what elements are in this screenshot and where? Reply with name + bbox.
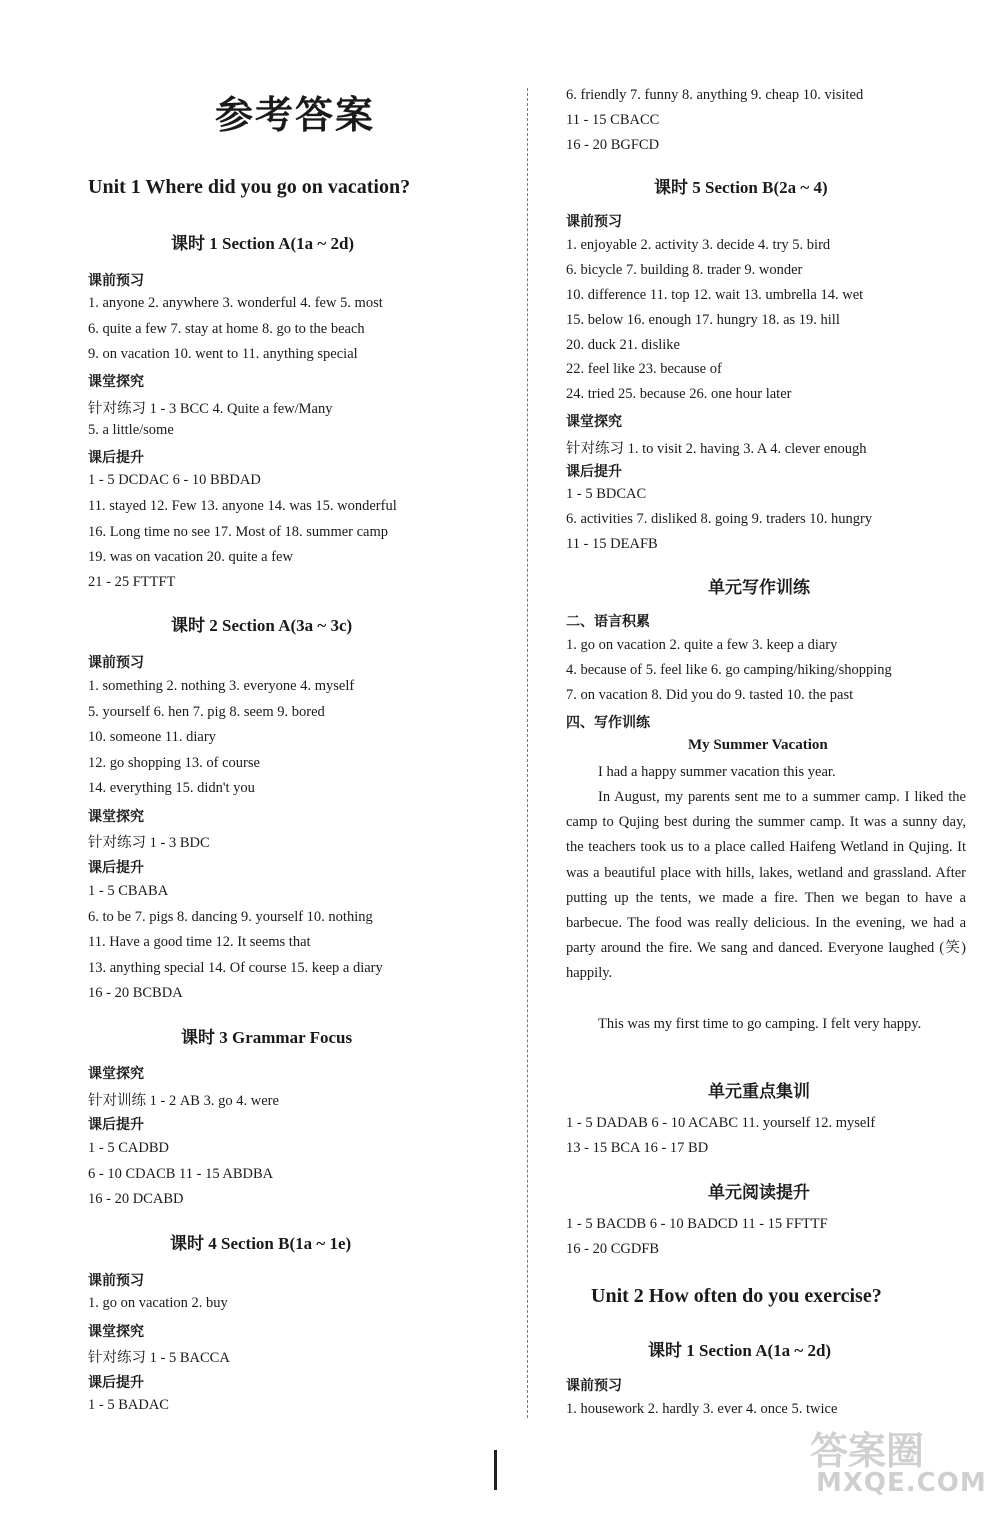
page-title: 参考答案 (215, 92, 376, 137)
answer-line: 1. something 2. nothing 3. everyone 4. myself (88, 678, 355, 694)
section-label: 课前预习 (566, 1378, 622, 1394)
section-label: 四、写作训练 (566, 715, 650, 731)
unit-title: Unit 1 Where did you go on vacation? (88, 176, 411, 198)
section-label: 课前预习 (88, 1273, 144, 1289)
answer-line: 11 - 15 DEAFB (566, 536, 658, 552)
answer-line: 14. everything 15. didn't you (88, 780, 255, 796)
section-label: 课堂探究 (566, 414, 622, 430)
answer-line: 针对练习 1 - 3 BCC 4. Quite a few/Many (88, 401, 333, 417)
answer-line: 16. Long time no see 17. Most of 18. summer camp (88, 524, 389, 540)
answer-line: 20. duck 21. dislike (566, 337, 680, 353)
answer-line: 1 - 5 BDCAC (566, 486, 647, 502)
answer-line: 16 - 20 BGFCD (566, 137, 660, 153)
answer-line: 6. to be 7. pigs 8. dancing 9. yourself 10. nothing (88, 909, 373, 925)
watermark (790, 1420, 990, 1510)
answer-line: 针对练习 1 - 3 BDC (88, 835, 210, 851)
answer-line: 10. someone 11. diary (88, 729, 216, 745)
answer-line: 针对练习 1. to visit 2. having 3. A 4. clever enough (566, 441, 867, 457)
essay-paragraph: I had a happy summer vacation this year. (598, 764, 836, 780)
section-label: 课后提升 (88, 860, 144, 876)
answer-line: 1. anyone 2. anywhere 3. wonderful 4. few 5. most (88, 295, 383, 311)
section-label: 课堂探究 (88, 1066, 144, 1082)
answer-line: 6. quite a few 7. stay at home 8. go to the beach (88, 321, 365, 337)
answer-line: 1. go on vacation 2. quite a few 3. keep a diary (566, 637, 838, 653)
answer-line: 11 - 15 CBACC (566, 112, 660, 128)
section-label: 课后提升 (88, 450, 144, 466)
answer-line: 1 - 5 BADAC (88, 1397, 169, 1413)
lesson-title: 课时 2 Section A(3a ~ 3c) (171, 616, 353, 635)
lesson-title: 课时 1 Section A(1a ~ 2d) (171, 234, 355, 253)
lesson-title: 课时 1 Section A(1a ~ 2d) (648, 1341, 832, 1360)
answer-line: 1. housework 2. hardly 3. ever 4. once 5. twice (566, 1401, 838, 1417)
answer-line: 6. friendly 7. funny 8. anything 9. cheap 10. visited (566, 87, 864, 103)
answer-line: 22. feel like 23. because of (566, 361, 722, 377)
lesson-title: 课时 3 Grammar Focus (181, 1028, 353, 1047)
answer-line: 6 - 10 CDACB 11 - 15 ABDBA (88, 1166, 274, 1182)
essay-paragraph: In August, my parents sent me to a summer camp. I liked the camp to Qujing best during the summer camp. It was a sunny day, the teachers took us to a place called Haifeng Wetland in Qujing. It was a beautiful place with hills, lakes, wetland and grassland. After putting up the tents, we made a fire. Then we began to have a barbecue. The food was really delicious. In the evening, we had a party around the fire. We sang and danced. Everyone laughed (笑) happily. (566, 789, 966, 982)
section-label: 课前预习 (566, 214, 622, 230)
answer-line: 1 - 5 CADBD (88, 1140, 169, 1156)
section-label: 二、语言积累 (566, 614, 650, 630)
lesson-title: 单元写作训练 (708, 578, 810, 597)
answer-line: 1 - 5 DCDAC 6 - 10 BBDAD (88, 472, 261, 488)
essay-paragraph: This was my first time to go camping. I felt very happy. (598, 1016, 922, 1032)
answer-line: 21 - 25 FTTFT (88, 574, 176, 590)
answer-line: 7. on vacation 8. Did you do 9. tasted 10. the past (566, 687, 854, 703)
answer-line: 19. was on vacation 20. quite a few (88, 549, 293, 565)
answer-line: 24. tried 25. because 26. one hour later (566, 386, 792, 402)
answer-line: 11. Have a good time 12. It seems that (88, 934, 311, 950)
section-label: 课后提升 (566, 464, 622, 480)
column-divider (527, 88, 528, 1418)
answer-line: 16 - 20 DCABD (88, 1191, 184, 1207)
answer-line: 6. activities 7. disliked 8. going 9. traders 10. hungry (566, 511, 873, 527)
answer-line: 1 - 5 BACDB 6 - 10 BADCD 11 - 15 FFTTF (566, 1216, 828, 1232)
answer-line: 5. yourself 6. hen 7. pig 8. seem 9. bored (88, 704, 325, 720)
answer-line: 15. below 16. enough 17. hungry 18. as 19. hill (566, 312, 840, 328)
section-label: 课后提升 (88, 1117, 144, 1133)
essay-title: My Summer Vacation (688, 737, 828, 753)
section-label: 课前预习 (88, 273, 144, 289)
answer-line: 16 - 20 CGDFB (566, 1241, 660, 1257)
section-label: 课堂探究 (88, 1324, 144, 1340)
section-label: 课堂探究 (88, 809, 144, 825)
answer-line: 4. because of 5. feel like 6. go camping/hiking/shopping (566, 662, 892, 678)
answer-line: 1. go on vacation 2. buy (88, 1295, 228, 1311)
answer-line: 针对练习 1 - 5 BACCA (88, 1350, 230, 1366)
watermark-url: MXQE.COM (816, 1468, 987, 1498)
lesson-title: 单元阅读提升 (708, 1183, 810, 1202)
section-label: 课前预习 (88, 655, 144, 671)
lesson-title: 单元重点集训 (708, 1082, 810, 1101)
answer-line: 12. go shopping 13. of course (88, 755, 260, 771)
answer-line: 5. a little/some (88, 422, 174, 438)
answer-line: 针对训练 1 - 2 AB 3. go 4. were (88, 1093, 279, 1109)
answer-line: 11. stayed 12. Few 13. anyone 14. was 15. wonderful (88, 498, 397, 514)
lesson-title: 课时 4 Section B(1a ~ 1e) (170, 1234, 352, 1253)
answer-line: 1 - 5 DADAB 6 - 10 ACABC 11. yourself 12. myself (566, 1115, 876, 1131)
section-label: 课后提升 (88, 1375, 144, 1391)
answer-line: 1. enjoyable 2. activity 3. decide 4. try 5. bird (566, 237, 831, 253)
answer-line: 10. difference 11. top 12. wait 13. umbrella 14. wet (566, 287, 864, 303)
answer-line: 16 - 20 BCBDA (88, 985, 183, 1001)
section-label: 课堂探究 (88, 374, 144, 390)
answer-line: 13 - 15 BCA 16 - 17 BD (566, 1140, 709, 1156)
lesson-title: 课时 5 Section B(2a ~ 4) (654, 178, 828, 197)
unit-title: Unit 2 How often do you exercise? (591, 1285, 882, 1307)
page-mark (494, 1450, 497, 1490)
answer-line: 9. on vacation 10. went to 11. anything special (88, 346, 358, 362)
answer-line: 1 - 5 CBABA (88, 883, 169, 899)
watermark-logo: 答案圈 (810, 1429, 925, 1473)
answer-line: 13. anything special 14. Of course 15. keep a diary (88, 960, 383, 976)
answer-line: 6. bicycle 7. building 8. trader 9. wonder (566, 262, 803, 278)
